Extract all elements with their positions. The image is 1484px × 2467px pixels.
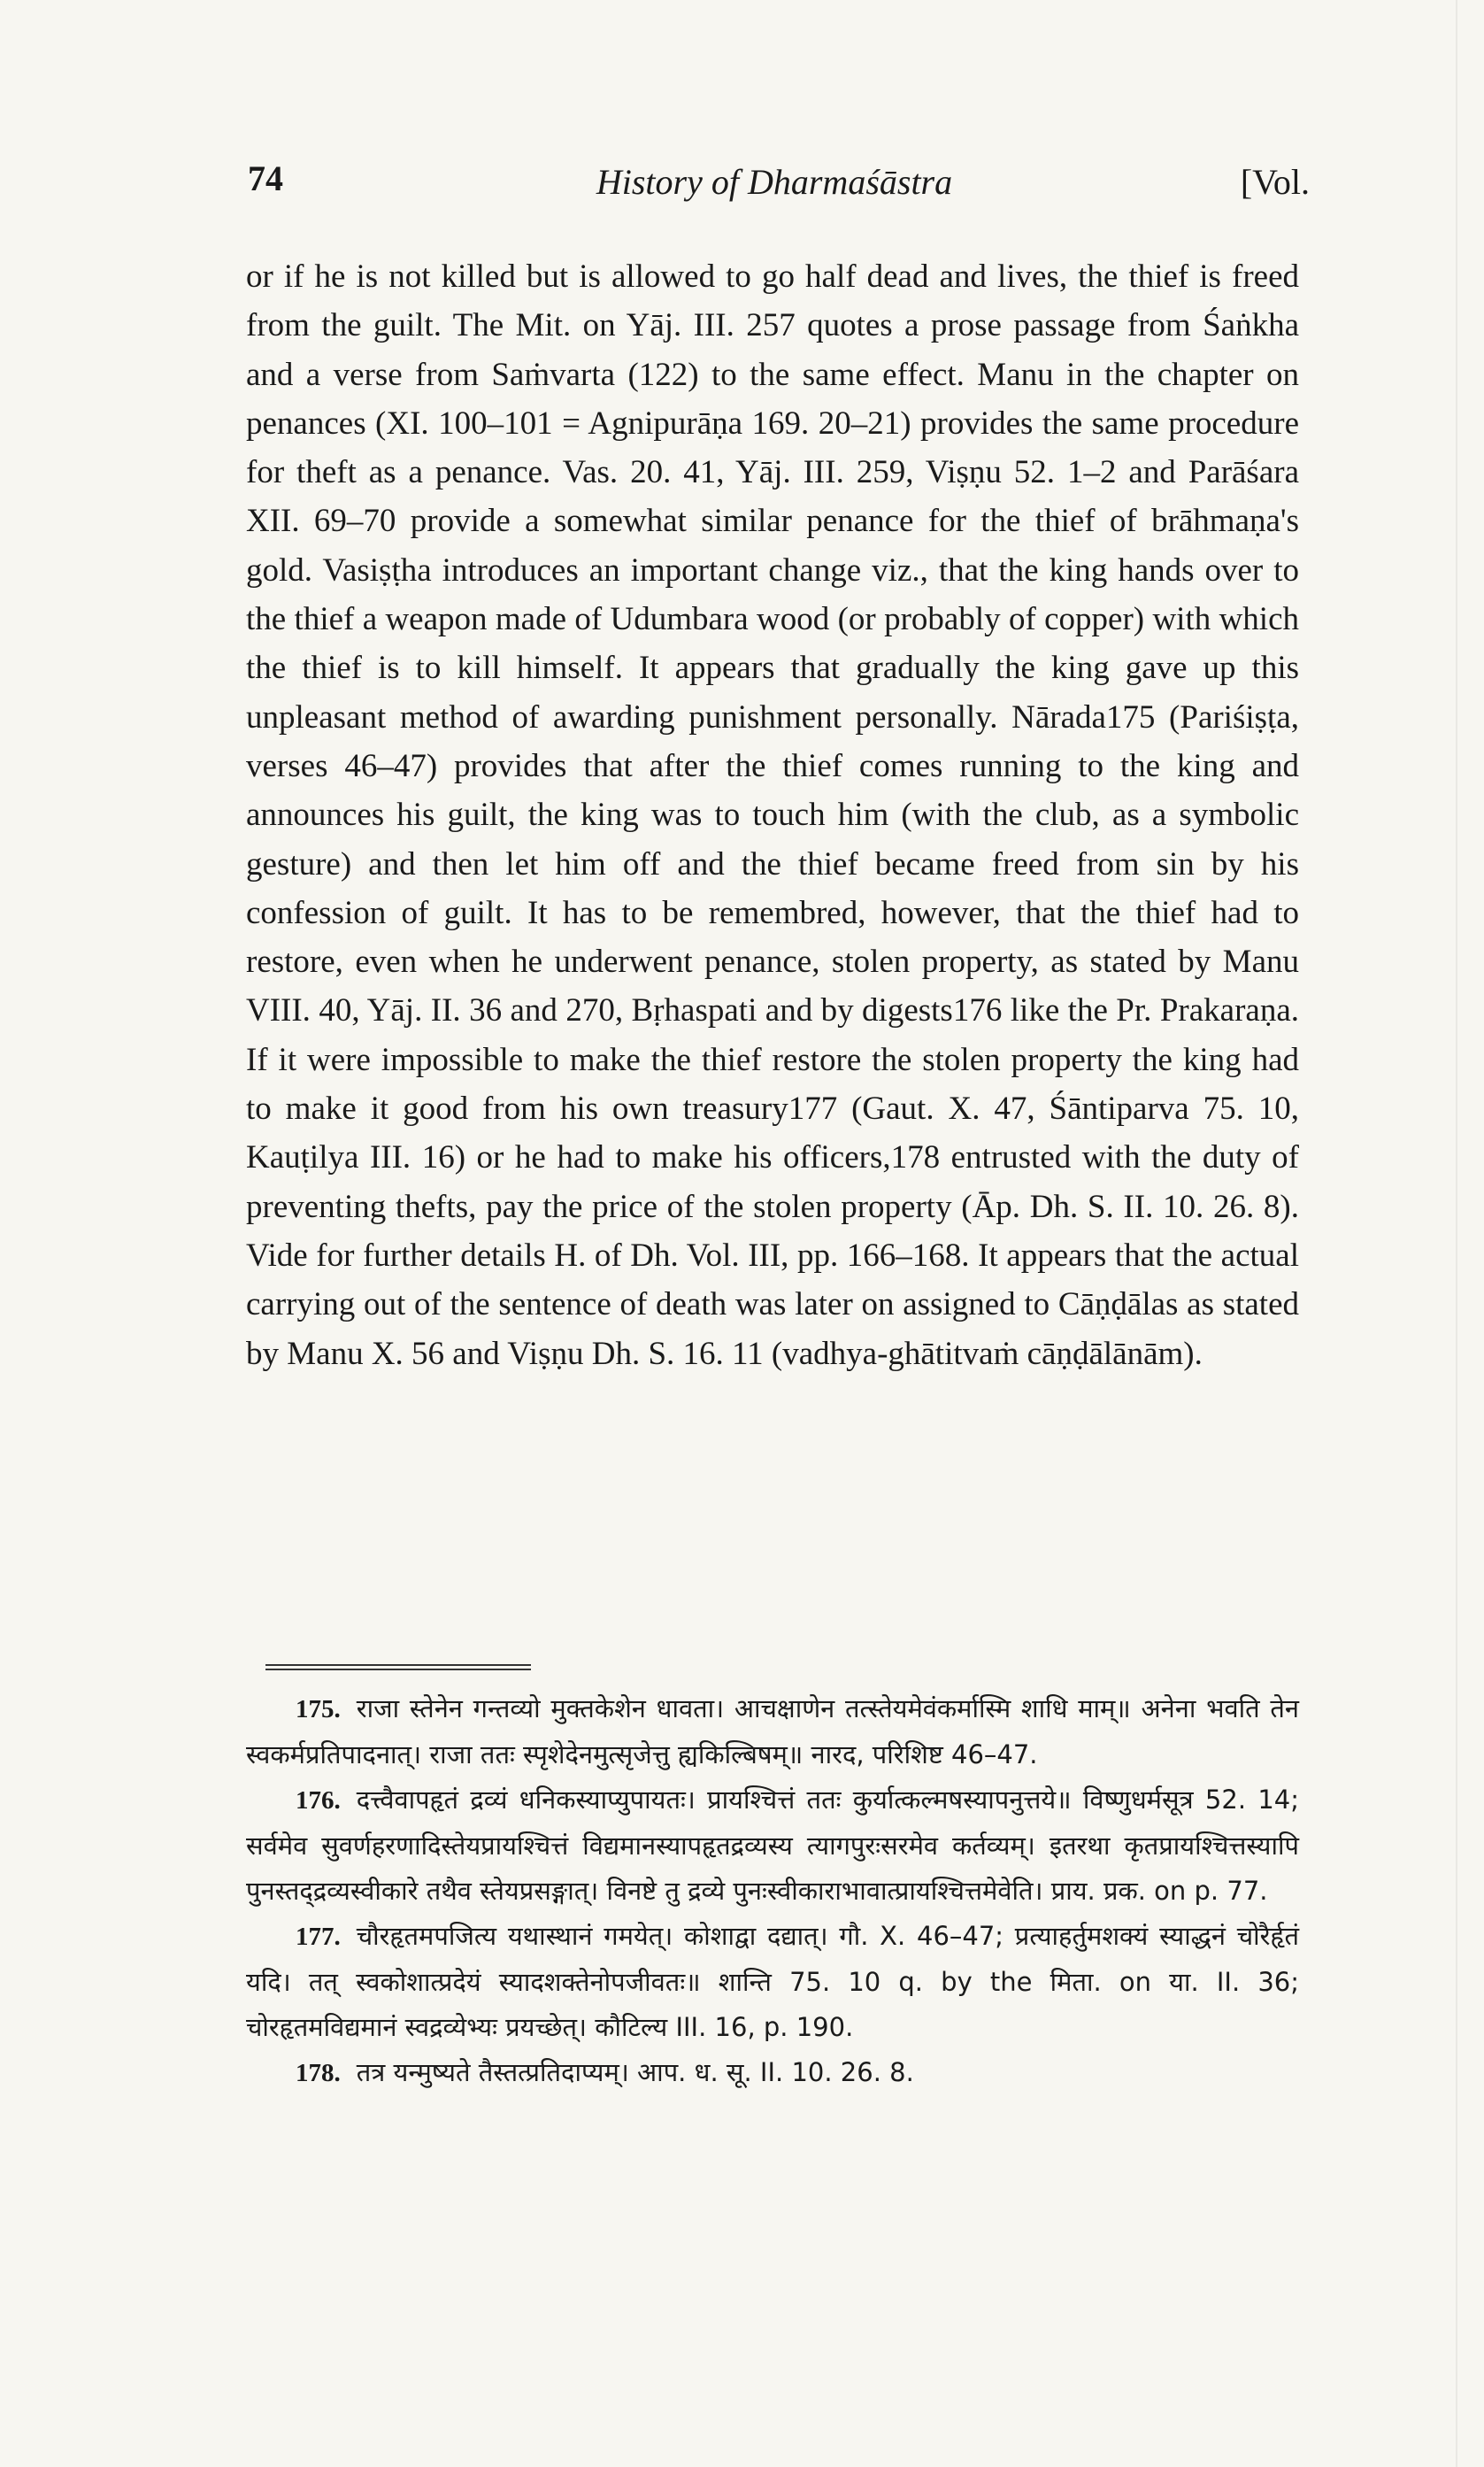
footnote-text: चौरहृतमपजित्य यथास्थानं गमयेत्। कोशाद्वा दद्यात्। गौ. X. 46–47; प्रत्याहर्तुमशक्यं स्याद्धनं चोरैर्हृतं यदि। तत् स्वकोशात्प्रदेयं स्यादशक्तेनोपजीवतः॥ शान्ति 75. 10 q. by the मिता. on या. II. 36; चोरहृतमविद्यमानं स्वद्रव्येभ्यः प्रयच्छेत्। कौटिल्य III. 16, p. 190. <box>246 1921 1299 2042</box>
scan-edge-shadow <box>1456 0 1457 2467</box>
volume-marker: [Vol. <box>1240 162 1310 202</box>
footnotes <box>246 1686 1299 2096</box>
footnote-number: 177. <box>296 1923 341 1951</box>
footnote-text: दत्त्वैवापहृतं द्रव्यं धनिकस्याप्युपायतः। प्रायश्चित्तं ततः कुर्यात्कल्मषस्यापनुत्तये॥ विष्णुधर्मसूत्र 52. 14; सर्वमेव सुवर्णहरणादिस्तेयप्रायश्चित्तं विद्यमानस्यापहृतद्रव्यस्य त्यागपुरःसरमेव कर्तव्यम्। इतरथा कृतप्रायश्चित्तस्यापि पुनस्तद्द्रव्यस्वीकारे तथैव स्तेयप्रसङ्गात्। विनष्टे तु द्रव्ये पुनःस्वीकाराभावात्प्रायश्चित्तमेवेति। प्राय. प्रक. on p. 77. <box>246 1785 1299 1906</box>
footnote-175 <box>246 1686 1299 1777</box>
footnote-rule <box>265 1664 531 1671</box>
page-header <box>239 158 1310 220</box>
footnote-176 <box>246 1777 1299 1914</box>
footnote-number: 175. <box>296 1695 341 1723</box>
running-title: History of Dharmaśāstra <box>596 162 953 202</box>
footnote-177 <box>246 1914 1299 2050</box>
footnote-178 <box>246 2050 1299 2096</box>
footnote-text: तत्र यन्मुष्यते तैस्तत्प्रतिदाप्यम्। आप. ध. सू. II. 10. 26. 8. <box>356 2057 914 2087</box>
footnote-text: राजा स्तेनेन गन्तव्यो मुक्तकेशेन धावता। आचक्षाणेन तत्स्तेयमेवंकर्मास्मि शाधि माम्॥ अनेना भवति तेन स्वकर्मप्रतिपादनात्। राजा ततः स्पृशेदेनमुत्सृजेत्तु ह्यकिल्बिषम्॥ नारद, परिशिष्ट 46–47. <box>246 1693 1299 1769</box>
body-paragraph: or if he is not killed but is allowed to go half dead and lives, the thief is freed from the guilt. The Mit. on Yāj. III. 257 quotes a prose passage from Śaṅkha and a verse from Saṁvarta (122) to the same effect. Manu in the chapter on penances (XI. 100–101 = Agnipurāṇa 169. 20–21) provides the same procedure for theft as a penance. Vas. 20. 41, Yāj. III. 259, Viṣṇu 52. 1–2 and Parāśara XII. 69–70 provide a somewhat similar penance for the thief of brāhmaṇa's gold. Vasiṣṭha introduces an important change viz., that the king hands over to the thief a weapon made of Udumbara wood (or probably of copper) with which the thief is to kill himself. It appears that gradually the king gave up this unpleasant method of awarding punishment personally. Nārada175 (Pariśiṣṭa, verses 46–47) provides that after the thief comes running to the king and announces his guilt, the king was to touch him (with the club, as a symbolic gesture) and then let him off and the thief became freed from sin by his confession of guilt. It has to be remembred, however, that the thief had to restore, even when he underwent penance, stolen property, as stated by Manu VIII. 40, Yāj. II. 36 and 270, Bṛhaspati and by digests176 like the Pr. Prakaraṇa. If it were impossible to make the thief restore the stolen property the king had to make it good from his own treasury177 (Gaut. X. 47, Śāntiparva 75. 10, Kauṭilya III. 16) or he had to make his officers,178 entrusted with the duty of preventing thefts, pay the price of the stolen property (Āp. Dh. S. II. 10. 26. 8). Vide for further details H. of Dh. Vol. III, pp. 166–168. It appears that the actual carrying out of the sentence of death was later on assigned to Cāṇḍālas as stated by Manu X. 56 and Viṣṇu Dh. S. 16. 11 (vadhya-ghātitvaṁ cāṇḍālānām). <box>246 258 1299 1372</box>
footnote-number: 176. <box>296 1786 341 1815</box>
page-number: 74 <box>248 158 283 198</box>
footnote-number: 178. <box>296 2059 341 2087</box>
